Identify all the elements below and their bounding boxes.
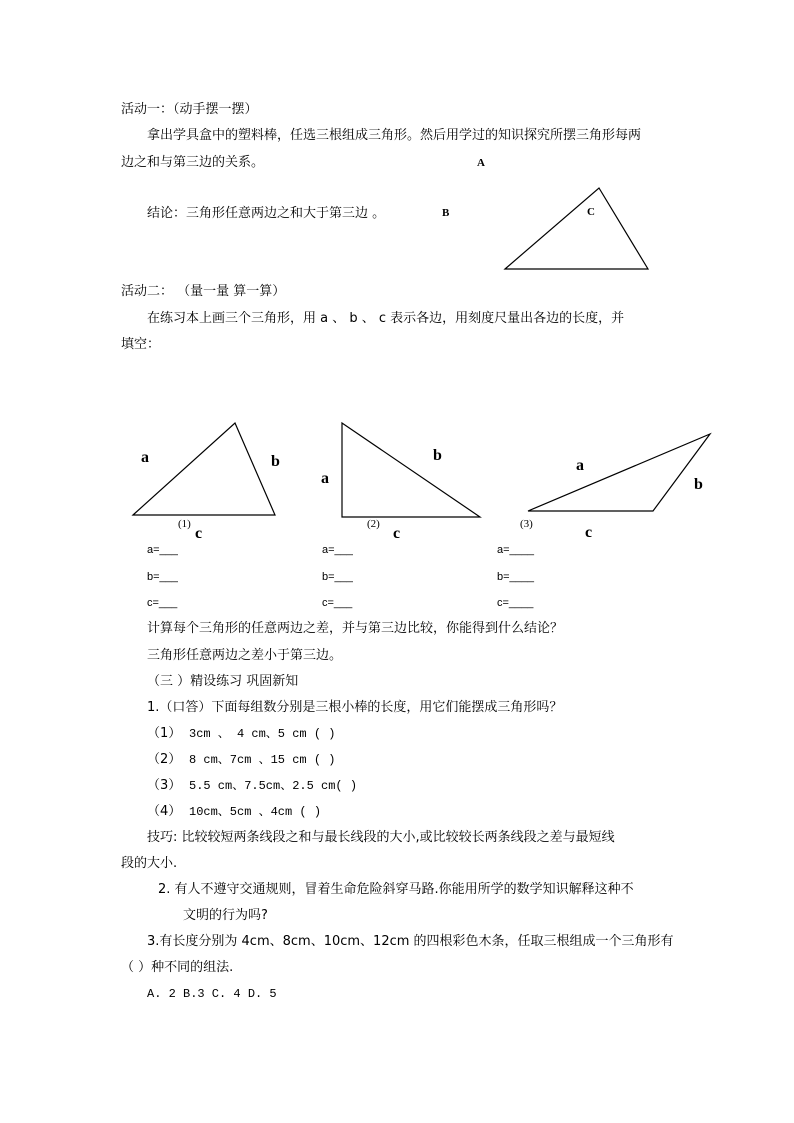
tip-line1: 技巧: 比较较短两条线段之和与最长线段的大小,或比较较长两条线段之差与最短线 [147, 830, 615, 845]
activity1-triangle [505, 188, 648, 269]
tri2-a-fill: a=___ [322, 544, 353, 556]
tri1-index: (1) [178, 518, 191, 530]
tri3-side-b: b [694, 476, 703, 493]
vertex-label-b: B [442, 207, 450, 219]
option-4-text: 10cm、5cm 、4cm ( ) [189, 805, 322, 819]
q2-line1: 2. 有人不遵守交通规则，冒着生命危险斜穿马路.你能用所学的数学知识解释这种不 [158, 882, 634, 897]
activity2-body-line1: 在练习本上画三个三角形，用 a 、 b 、 c 表示各边，用刻度尺量出各边的长度，并 [147, 311, 625, 326]
triangle-2 [342, 423, 480, 517]
activity2-title: 活动二： （量一量 算一算） [121, 284, 286, 299]
tri2-side-b: b [433, 447, 442, 464]
option-4-num: （4） [147, 804, 182, 819]
tri3-side-c: c [585, 524, 593, 541]
activity1-body-line1: 拿出学具盒中的塑料棒，任选三根组成三角形。然后用学过的知识探究所摆三角形每两 [147, 128, 642, 143]
tri3-a-fill: a=____ [497, 544, 535, 556]
tri1-side-b: b [271, 453, 280, 470]
tri1-side-a: a [141, 449, 149, 466]
triangle-3 [528, 434, 710, 511]
q3-line2: （ ）种不同的组法. [121, 960, 234, 975]
tri2-side-a: a [321, 470, 329, 487]
tri1-side-c: c [195, 525, 203, 542]
option-3-text: 5.5 cm、7.5cm、2.5 cm( ) [189, 779, 358, 793]
activity1-conclusion: 结论：三角形任意两边之和大于第三边 。 [147, 206, 386, 221]
question-difference: 计算每个三角形的任意两边之差，并与第三边比较，你能得到什么结论？ [147, 621, 564, 636]
tri3-b-fill: b=____ [497, 571, 535, 583]
option-3-num: （3） [147, 778, 182, 793]
tri3-index: (3) [520, 518, 533, 530]
activity1-title: 活动一：（动手摆一摆） [121, 102, 258, 117]
tri3-side-a: a [576, 457, 584, 474]
vertex-label-c: C [587, 206, 595, 218]
tri2-index: (2) [367, 518, 380, 530]
q3-line1: 3.有长度分别为 4cm、8cm、10cm、12cm 的四根彩色木条，任取三根组成一个三角形有 [147, 934, 674, 949]
tri1-c-fill: c=___ [147, 597, 178, 609]
tri2-side-c: c [393, 525, 401, 542]
option-2-num: （2） [147, 752, 182, 767]
q1-text: 1.（口答）下面每组数分别是三根小棒的长度，用它们能摆成三角形吗？ [147, 700, 563, 715]
tip-line2: 段的大小. [121, 856, 178, 871]
tri2-c-fill: c=___ [322, 597, 353, 609]
option-2-text: 8 cm、7cm 、15 cm ( ) [189, 753, 336, 767]
option-1-num: （1） [147, 726, 182, 741]
tri2-b-fill: b=___ [322, 571, 353, 583]
vertex-label-a: A [477, 157, 485, 169]
triangle-1 [133, 423, 275, 515]
conclusion-difference: 三角形任意两边之差小于第三边。 [147, 648, 343, 663]
activity1-body-line2: 边之和与第三边的关系。 [121, 155, 265, 170]
tri3-c-fill: c=____ [497, 597, 534, 609]
q2-line2: 文明的行为吗? [183, 908, 268, 923]
section3-title: （三 ）精设练习 巩固新知 [147, 674, 299, 689]
activity2-body-line2: 填空： [121, 337, 161, 352]
tri1-a-fill: a=___ [147, 544, 178, 556]
q3-choices: A. 2 B.3 C. 4 D. 5 [147, 987, 277, 1001]
option-1-text: 3cm 、 4 cm、5 cm ( ) [189, 727, 336, 741]
tri1-b-fill: b=___ [147, 571, 178, 583]
